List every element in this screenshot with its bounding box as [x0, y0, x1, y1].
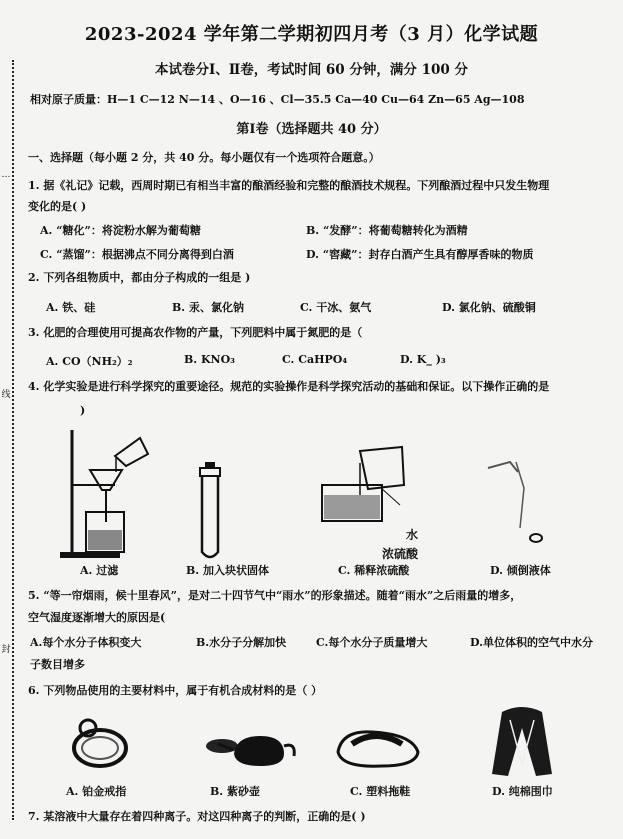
q6-caption-d: D. 纯棉围巾 [492, 785, 553, 798]
q4-caption-b: B. 加入块状固体 [186, 564, 269, 577]
q5-stem-line1: 5. “等一帘烟雨，候十里春风”，是对二十四节气中“雨水”的形象描述。随着“雨水”之后雨量的增多， [28, 589, 522, 602]
q5-option-d-cont: 子数目增多 [30, 658, 85, 671]
q7-stem: 7. 某溶液中大量存在着四种离子。对这四种离子的判断，正确的是( ) [28, 810, 366, 823]
slipper-figure [332, 722, 422, 774]
binding-mark-top: … [1, 170, 11, 180]
exam-subtitle: 本试卷分Ⅰ、Ⅱ卷，考试时间 60 分钟，满分 100 分 [155, 62, 468, 78]
q3-option-a: A. CO（NH₂）₂ [46, 355, 133, 368]
q4-caption-d: D. 倾倒液体 [490, 564, 551, 577]
q2-option-d: D. 氯化钠、硫酸铜 [442, 301, 536, 314]
q1-option-d: D. “窖藏”：封存白酒产生具有醇厚香味的物质 [306, 248, 534, 261]
q6-caption-c: C. 塑料拖鞋 [350, 785, 411, 798]
q5-option-a: A.每个水分子体积变大 [30, 636, 142, 649]
q4-caption-a: A. 过滤 [80, 564, 119, 577]
q1-option-c: C. “蒸馏”：根据沸点不同分离得到白酒 [40, 248, 234, 261]
q3-option-b: B. KNO₃ [184, 353, 235, 366]
binding-margin [0, 60, 14, 820]
q5-option-c: C.每个水分子质量增大 [316, 636, 428, 649]
q1-stem-line2: 变化的是( ) [28, 200, 87, 213]
teapot-figure [200, 724, 300, 774]
q2-option-a: A. 铁、硅 [46, 301, 96, 314]
q2-option-b: B. 汞、氯化钠 [172, 301, 244, 314]
binding-mark-bottom: 封 [1, 645, 11, 655]
test-tube-figure [190, 462, 230, 562]
acid-label: 浓硫酸 [382, 547, 419, 561]
q3-stem: 3. 化肥的合理使用可提高农作物的产量，下列肥料中属于氮肥的是（ [28, 326, 363, 339]
pour-liquid-figure [480, 458, 550, 548]
dilution-figure [320, 445, 440, 525]
section-title: 第Ⅰ卷（选择题共 40 分） [236, 122, 387, 137]
q1-option-a: A. “糖化”：将淀粉水解为葡萄糖 [40, 224, 201, 237]
q3-option-d: D. K_ )₃ [400, 353, 446, 366]
q6-stem: 6. 下列物品使用的主要材料中，属于有机合成材料的是（ ） [28, 684, 323, 697]
scarf-figure [482, 704, 562, 782]
exam-title: 2023-2024 学年第二学期初四月考（3 月）化学试题 [84, 24, 539, 45]
q6-caption-a: A. 铂金戒指 [66, 785, 127, 798]
q1-option-b: B. “发酵”：将葡萄糖转化为酒精 [306, 224, 468, 237]
water-label: 水 [406, 528, 419, 542]
atomic-masses: 相对原子质量：H—1 C—12 N—14 、O—16 、Cl—35.5 Ca—40 Cu—64 Zn—65 Ag—108 [30, 93, 525, 106]
q4-caption-c: C. 稀释浓硫酸 [338, 564, 410, 577]
q2-stem: 2. 下列各组物质中，都由分子构成的一组是 ) [28, 271, 251, 284]
ring-figure [66, 714, 136, 772]
q5-option-d: D.单位体积的空气中水分 [470, 636, 593, 649]
filtration-figure [60, 430, 150, 560]
section-instruction: 一、选择题（每小题 2 分，共 40 分。每小题仅有一个选项符合题意。） [28, 151, 380, 164]
q6-caption-b: B. 紫砂壶 [210, 785, 260, 798]
q5-stem-line2: 空气湿度逐渐增大的原因是( [28, 611, 166, 624]
binding-mark-mid: 线 [1, 390, 11, 400]
q1-stem-line1: 1. 据《礼记》记载，西周时期已有相当丰富的酿酒经验和完整的酿酒技术规程。下列酿酒过程中只发生物理 [28, 179, 550, 192]
q4-stem-line1: 4. 化学实验是进行科学探究的重要途径。规范的实验操作是科学探究活动的基础和保证。以下操作正确的是 [28, 380, 550, 393]
q5-option-b: B.水分子分解加快 [196, 636, 287, 649]
q3-option-c: C. CaHPO₄ [282, 353, 348, 366]
q2-option-c: C. 干冰、氨气 [300, 301, 372, 314]
q4-stem-line2: ) [80, 404, 86, 417]
